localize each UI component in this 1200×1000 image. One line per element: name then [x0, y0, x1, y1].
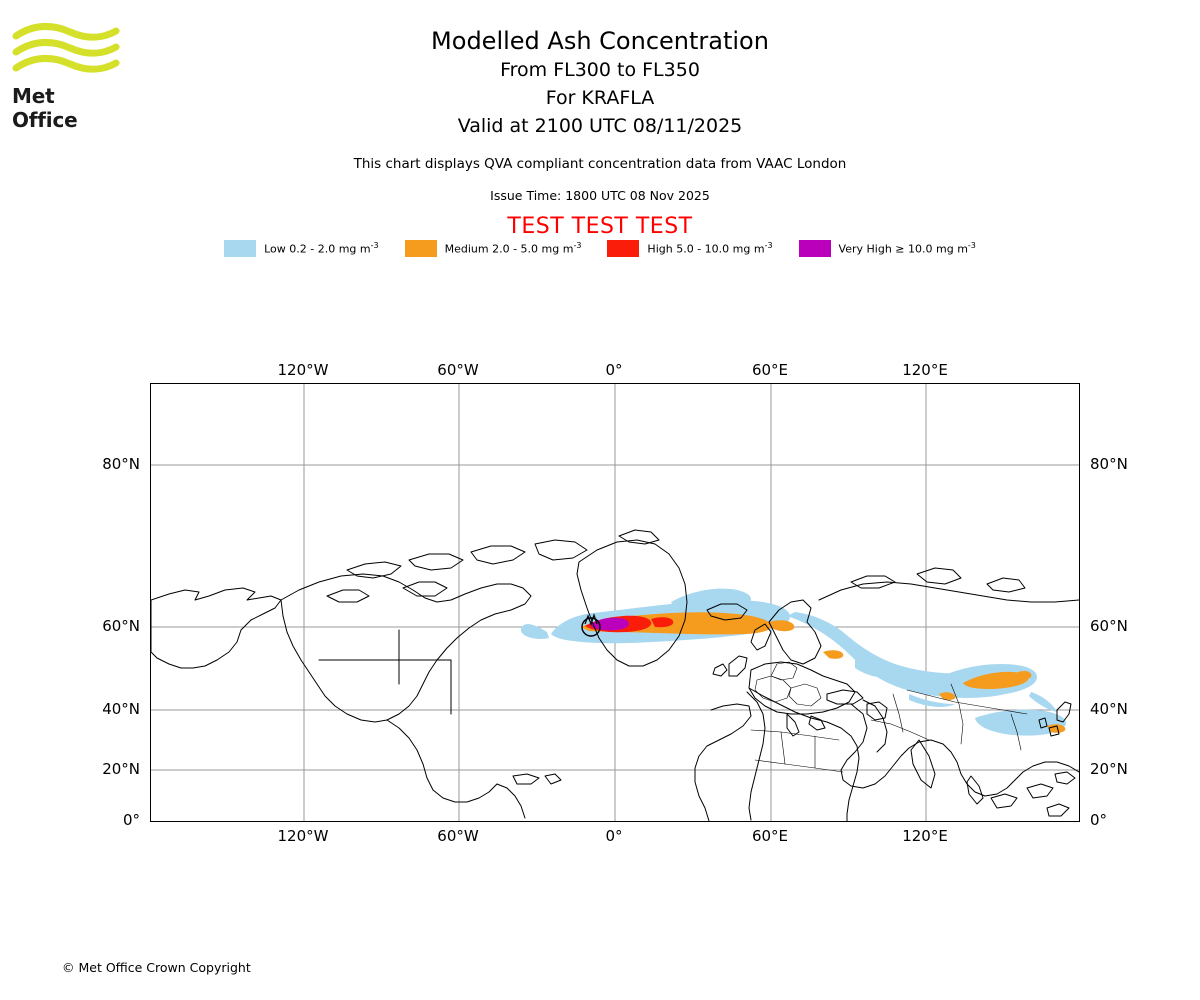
x-axis-tick-top-3: 60°E — [751, 361, 789, 379]
legend-swatch-high — [607, 240, 639, 257]
y-axis-tick-right-4: 0° — [1090, 811, 1108, 829]
x-axis-tick-bottom-1: 60°W — [437, 827, 479, 845]
x-axis-tick-top-4: 120°E — [902, 361, 948, 379]
legend-swatch-medium — [405, 240, 437, 257]
title-line-3: For KRAFLA — [545, 87, 655, 109]
y-axis-tick-right-3: 20°N — [1090, 760, 1128, 778]
concentration-legend — [0, 240, 1200, 257]
legend-label-low: Low 0.2 - 2.0 mg $m^{-3}$ — [264, 241, 379, 256]
chart-subtitle: This chart displays QVA compliant concentration data from VAAC London — [353, 156, 847, 172]
y-axis-tick-right-1: 60°N — [1090, 617, 1128, 635]
title-line-1: Modelled Ash Concentration — [431, 27, 769, 55]
legend-label-medium: Medium 2.0 - 5.0 mg $m^{-3}$ — [444, 241, 582, 256]
issue-time-label: Issue Time: 1800 UTC 08 Nov 2025 — [490, 188, 710, 203]
x-axis-tick-top-2: 0° — [605, 361, 623, 379]
legend-item-medium — [405, 240, 582, 257]
x-axis-tick-bottom-4: 120°E — [902, 827, 948, 845]
legend-swatch-very-high — [799, 240, 831, 257]
legend-item-very-high — [799, 240, 976, 257]
y-axis-tick-left-3: 20°N — [102, 760, 140, 778]
map-plot-area[interactable] — [150, 383, 1080, 822]
x-axis-tick-top-1: 60°W — [437, 361, 479, 379]
map-container[interactable] — [102, 361, 1128, 845]
legend-item-high — [607, 240, 772, 257]
test-banner: TEST TEST TEST — [507, 214, 693, 239]
x-axis-tick-bottom-2: 0° — [605, 827, 623, 845]
title-line-2: From FL300 to FL350 — [500, 59, 700, 81]
y-axis-tick-left-1: 60°N — [102, 617, 140, 635]
legend-label-very-high: Very High ≥ 10.0 mg $m^{-3}$ — [838, 241, 976, 256]
copyright-notice: © Met Office Crown Copyright — [62, 960, 251, 975]
y-axis-tick-right-0: 80°N — [1090, 455, 1128, 473]
y-axis-tick-left-4: 0° — [122, 811, 140, 829]
y-axis-tick-left-2: 40°N — [102, 700, 140, 718]
legend-item-low — [224, 240, 379, 257]
page-title — [0, 26, 1200, 140]
y-axis-tick-right-2: 40°N — [1090, 700, 1128, 718]
x-axis-tick-top-0: 120°W — [277, 361, 329, 379]
met-office-logo-text: Met Office — [12, 84, 78, 132]
x-axis-tick-bottom-3: 60°E — [751, 827, 789, 845]
x-axis-tick-bottom-0: 120°W — [277, 827, 329, 845]
y-axis-tick-left-0: 80°N — [102, 455, 140, 473]
title-line-4: Valid at 2100 UTC 08/11/2025 — [457, 115, 743, 137]
legend-swatch-low — [224, 240, 256, 257]
world-map-svg — [151, 384, 1079, 821]
map-gridlines — [151, 384, 1079, 821]
legend-label-high: High 5.0 - 10.0 mg $m^{-3}$ — [647, 241, 773, 256]
